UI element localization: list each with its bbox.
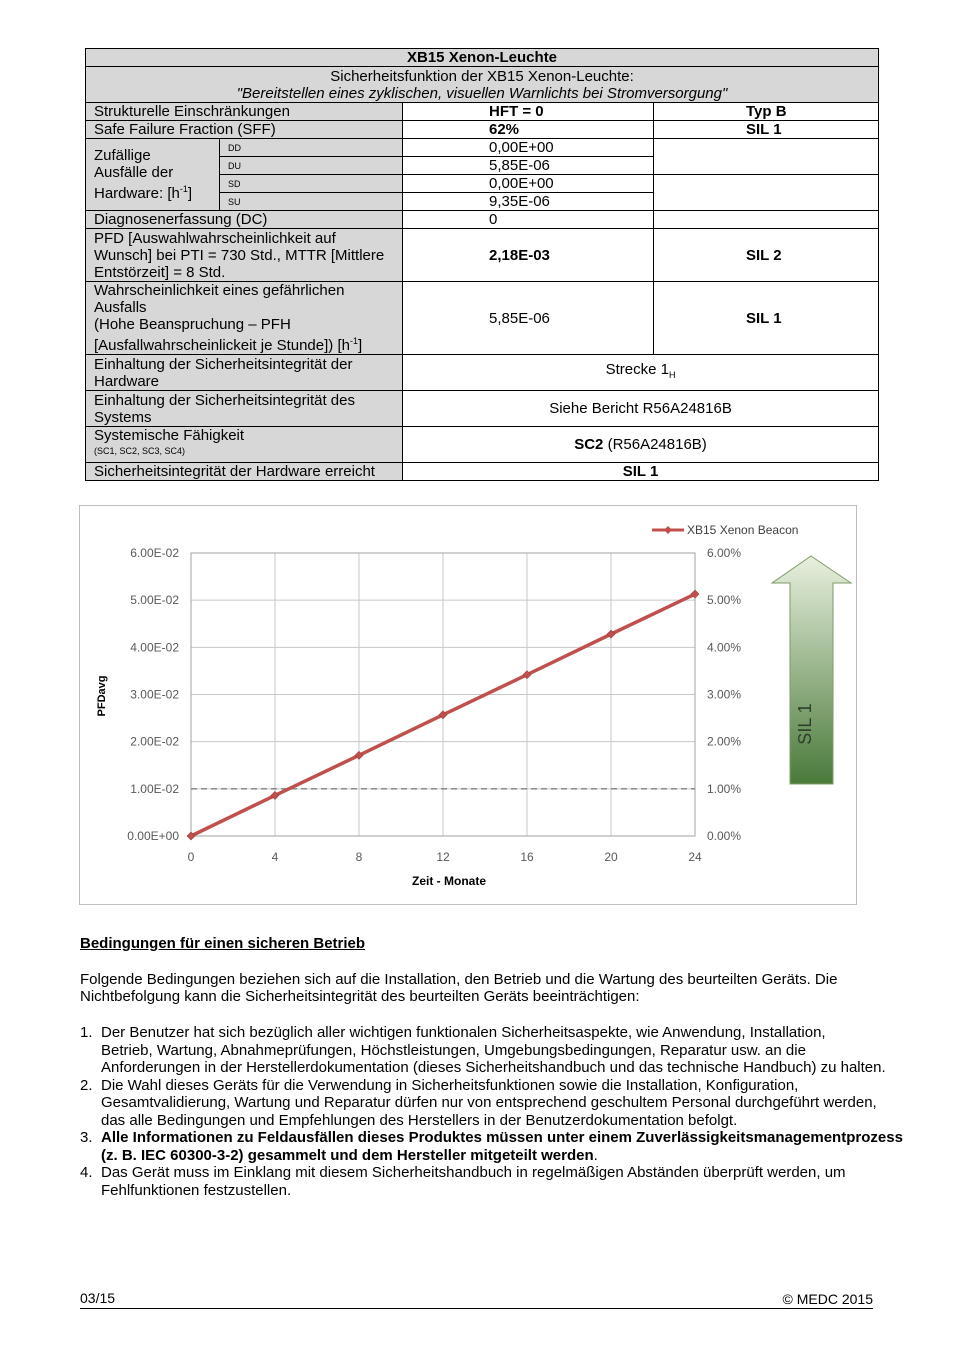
systematic-value — [403, 427, 879, 463]
su-label: SU — [220, 193, 403, 211]
condition-item-3 — [80, 1129, 905, 1164]
random-label-text: Hardware: [h — [94, 185, 180, 202]
chart-axes — [127, 546, 741, 864]
legend-marker — [664, 526, 672, 534]
pfh-label-line3: (Hohe Beanspruchung – PFH — [94, 316, 291, 333]
condition-number: 3. — [80, 1129, 93, 1146]
systematic-value-bold: SC2 — [574, 436, 604, 453]
page-number: 03/15 — [80, 1290, 116, 1306]
safety-data-table — [85, 48, 879, 481]
pfh-label-text: [Ausfallwahrscheinlickeit je Stunde]) [h — [94, 337, 350, 354]
x-tick-label: 4 — [271, 850, 279, 864]
condition-line: Die Wahl dieses Geräts für die Verwendung in Sicherheitsfunktionen sowie die Installation, Konfiguration, — [101, 1076, 799, 1094]
pfd-label — [86, 229, 403, 282]
y-tick-label-left: 3.00E-02 — [130, 687, 179, 702]
achieved-label: Sicherheitsintegrität der Hardware erreicht — [86, 463, 403, 481]
condition-item-1 — [80, 1024, 905, 1077]
pfd-label-line3: Entstörzeit] = 8 Std. — [94, 263, 226, 281]
pfh-label-line4 — [94, 333, 394, 354]
systematic-label-text: Systemische Fähigkeit — [94, 427, 245, 444]
y-tick-label-right: 5.00% — [707, 593, 742, 608]
pfh-sil: SIL 1 — [654, 282, 879, 355]
pfd-label-line2: Wunsch] bei PTI = 730 Std., MTTR [Mittlere — [94, 246, 385, 264]
random-label-line2: Ausfälle der — [94, 164, 174, 181]
pfd-label-line1: PFD [Auswahlwahrscheinlichkeit auf — [94, 229, 336, 247]
condition-line: Betrieb, Wartung, Abnahmeprüfungen, Höchstleistungen, Umgebungsbedingungen, Reparatur usw. an die — [101, 1041, 806, 1059]
safety-function-label: Sicherheitsfunktion der XB15 Xenon-Leuchte: — [330, 67, 634, 85]
dd-du-empty — [654, 139, 879, 175]
hw-integrity-text: Strecke 1 — [605, 361, 669, 378]
x-tick-label: 12 — [436, 850, 450, 864]
y-tick-label-left: 0.00E+00 — [127, 829, 179, 843]
conditions-intro — [80, 971, 900, 1005]
x-axis-label: Zeit - Monate — [412, 874, 486, 888]
su-value: 9,35E-06 — [403, 193, 654, 211]
x-tick-label: 20 — [604, 850, 618, 864]
pfh-label-end: ] — [357, 337, 363, 354]
sys-integrity-line2: Systems — [94, 408, 152, 426]
copyright: © MEDC 2015 — [782, 1291, 873, 1307]
condition-line-end: . — [593, 1146, 598, 1164]
condition-line: Gesamtvalidierung, Wartung und Reparatur dürfen nur von entsprechend geschultem Personal durchgeführt werden, — [101, 1094, 877, 1111]
du-label: DU — [220, 157, 403, 175]
chart-legend — [652, 523, 798, 537]
pfd-sil: SIL 2 — [654, 229, 879, 282]
dc-value: 0 — [403, 211, 654, 229]
dc-empty — [654, 211, 879, 229]
systematic-label-small: (SC1, SC2, SC3, SC4) — [94, 446, 186, 456]
sff-sil: SIL 1 — [654, 121, 879, 139]
sff-value: 62% — [403, 121, 654, 139]
pfh-label — [86, 282, 403, 355]
table-title: XB15 Xenon-Leuchte — [86, 49, 879, 67]
pfh-label-line2: Ausfalls — [94, 299, 147, 316]
random-failures-label — [86, 139, 220, 211]
hw-integrity-sub: H — [668, 370, 676, 380]
y-tick-label-right: 3.00% — [707, 687, 742, 702]
sil-arrow — [772, 556, 851, 784]
sd-su-empty — [654, 175, 879, 211]
condition-line: (z. B. IEC 60300-3-2) gesammelt und dem Hersteller mitgeteilt werden — [101, 1146, 594, 1164]
y-tick-label-right: 6.00% — [707, 546, 742, 560]
chart-grid — [191, 553, 695, 836]
sff-label: Safe Failure Fraction (SFF) — [86, 121, 403, 139]
condition-line-wrap — [101, 1147, 905, 1165]
systematic-value-rest: (R56A24816B) — [603, 436, 707, 453]
sil-arrow-label: SIL 1 — [795, 703, 815, 745]
y-tick-label-left: 1.00E-02 — [130, 781, 179, 796]
du-value: 5,85E-06 — [403, 157, 654, 175]
sd-label: SD — [220, 175, 403, 193]
dd-label: DD — [220, 139, 403, 157]
x-tick-label: 0 — [187, 850, 195, 864]
condition-number: 4. — [80, 1164, 93, 1181]
x-tick-label: 16 — [520, 850, 534, 864]
random-label-sup: -1 — [179, 184, 188, 194]
systematic-label — [86, 427, 403, 463]
condition-item-2 — [80, 1077, 905, 1130]
hw-integrity-line1: Einhaltung der Sicherheitsintegrität der — [94, 355, 353, 373]
random-label-line1: Zufällige — [94, 147, 151, 164]
y-tick-label-right: 1.00% — [707, 781, 742, 796]
dd-value: 0,00E+00 — [403, 139, 654, 157]
structural-label: Strukturelle Einschränkungen — [86, 103, 403, 121]
legend-label: XB15 Xenon Beacon — [687, 523, 799, 537]
sys-integrity-value: Siehe Bericht R56A24816B — [403, 391, 879, 427]
type-value: Typ B — [654, 103, 879, 121]
condition-line: Alle Informationen zu Feldausfällen dieses Produktes müssen unter einem Zuverlässigkeitsmanagementprozess — [101, 1129, 903, 1146]
safety-function-header — [86, 67, 879, 103]
pfd-value: 2,18E-03 — [403, 229, 654, 282]
pfh-label-sup: -1 — [349, 336, 358, 346]
intro-line2: Nichtbefolgung kann die Sicherheitsintegrität des beurteilten Geräts beeinträchtigen: — [80, 988, 640, 1005]
y-tick-label-right: 4.00% — [707, 640, 742, 655]
sys-integrity-label — [86, 391, 403, 427]
hw-integrity-value — [403, 355, 879, 391]
safety-function-description: "Bereitstellen eines zyklischen, visuellen Warnlichts bei Stromversorgung" — [236, 84, 728, 102]
condition-line: Anforderungen in der Herstellerdokumentation (dieses Sicherheitshandbuch und das technische Handbuch) zu halten. — [101, 1059, 886, 1076]
sd-value: 0,00E+00 — [403, 175, 654, 193]
condition-number: 2. — [80, 1076, 93, 1094]
sil-arrow-shape — [772, 556, 851, 784]
y-tick-label-left: 6.00E-02 — [130, 546, 179, 560]
chart-svg — [80, 506, 856, 904]
achieved-value: SIL 1 — [403, 463, 879, 481]
dc-label: Diagnosenerfassung (DC) — [86, 211, 403, 229]
y-tick-label-right: 0.00% — [707, 829, 742, 843]
sys-integrity-line1: Einhaltung der Sicherheitsintegrität des — [94, 391, 355, 409]
y-tick-label-left: 5.00E-02 — [130, 593, 179, 608]
intro-line1: Folgende Bedingungen beziehen sich auf die Installation, den Betrieb und die Wartung des beurteilten Geräts. Die — [80, 971, 838, 988]
condition-line: das alle Bedingungen und Empfehlungen des Herstellers in der Benutzerdokumentation befolgt. — [101, 1111, 738, 1129]
x-tick-label: 8 — [355, 850, 363, 864]
y-tick-label-left: 2.00E-02 — [130, 734, 179, 749]
condition-line: Das Gerät muss im Einklang mit diesem Sicherheitshandbuch in regelmäßigen Abständen überprüft werden, um — [101, 1164, 846, 1181]
conditions-title: Bedingungen für einen sicheren Betrieb — [80, 935, 366, 952]
pfh-label-line1: Wahrscheinlichkeit eines gefährlichen — [94, 282, 345, 299]
pfd-chart — [79, 505, 857, 905]
pfh-value: 5,85E-06 — [403, 282, 654, 355]
condition-line: Der Benutzer hat sich bezüglich aller wichtigen funktionalen Sicherheitsaspekte, wie Anwendung, Installation, — [101, 1024, 826, 1041]
random-label-end: ] — [187, 185, 193, 202]
footer-divider — [80, 1308, 873, 1309]
condition-line: Fehlfunktionen festzustellen. — [101, 1181, 292, 1199]
hft-value: HFT = 0 — [403, 103, 654, 121]
condition-item-4 — [80, 1164, 905, 1199]
conditions-list — [80, 1024, 905, 1199]
hw-integrity-label — [86, 355, 403, 391]
y-axis-label: PFDavg — [96, 675, 108, 717]
random-label-line3 — [94, 181, 211, 202]
x-tick-label: 24 — [688, 850, 702, 864]
condition-number: 1. — [80, 1024, 93, 1041]
hw-integrity-line2: Hardware — [94, 372, 160, 390]
y-tick-label-left: 4.00E-02 — [130, 640, 179, 655]
y-tick-label-right: 2.00% — [707, 734, 742, 749]
